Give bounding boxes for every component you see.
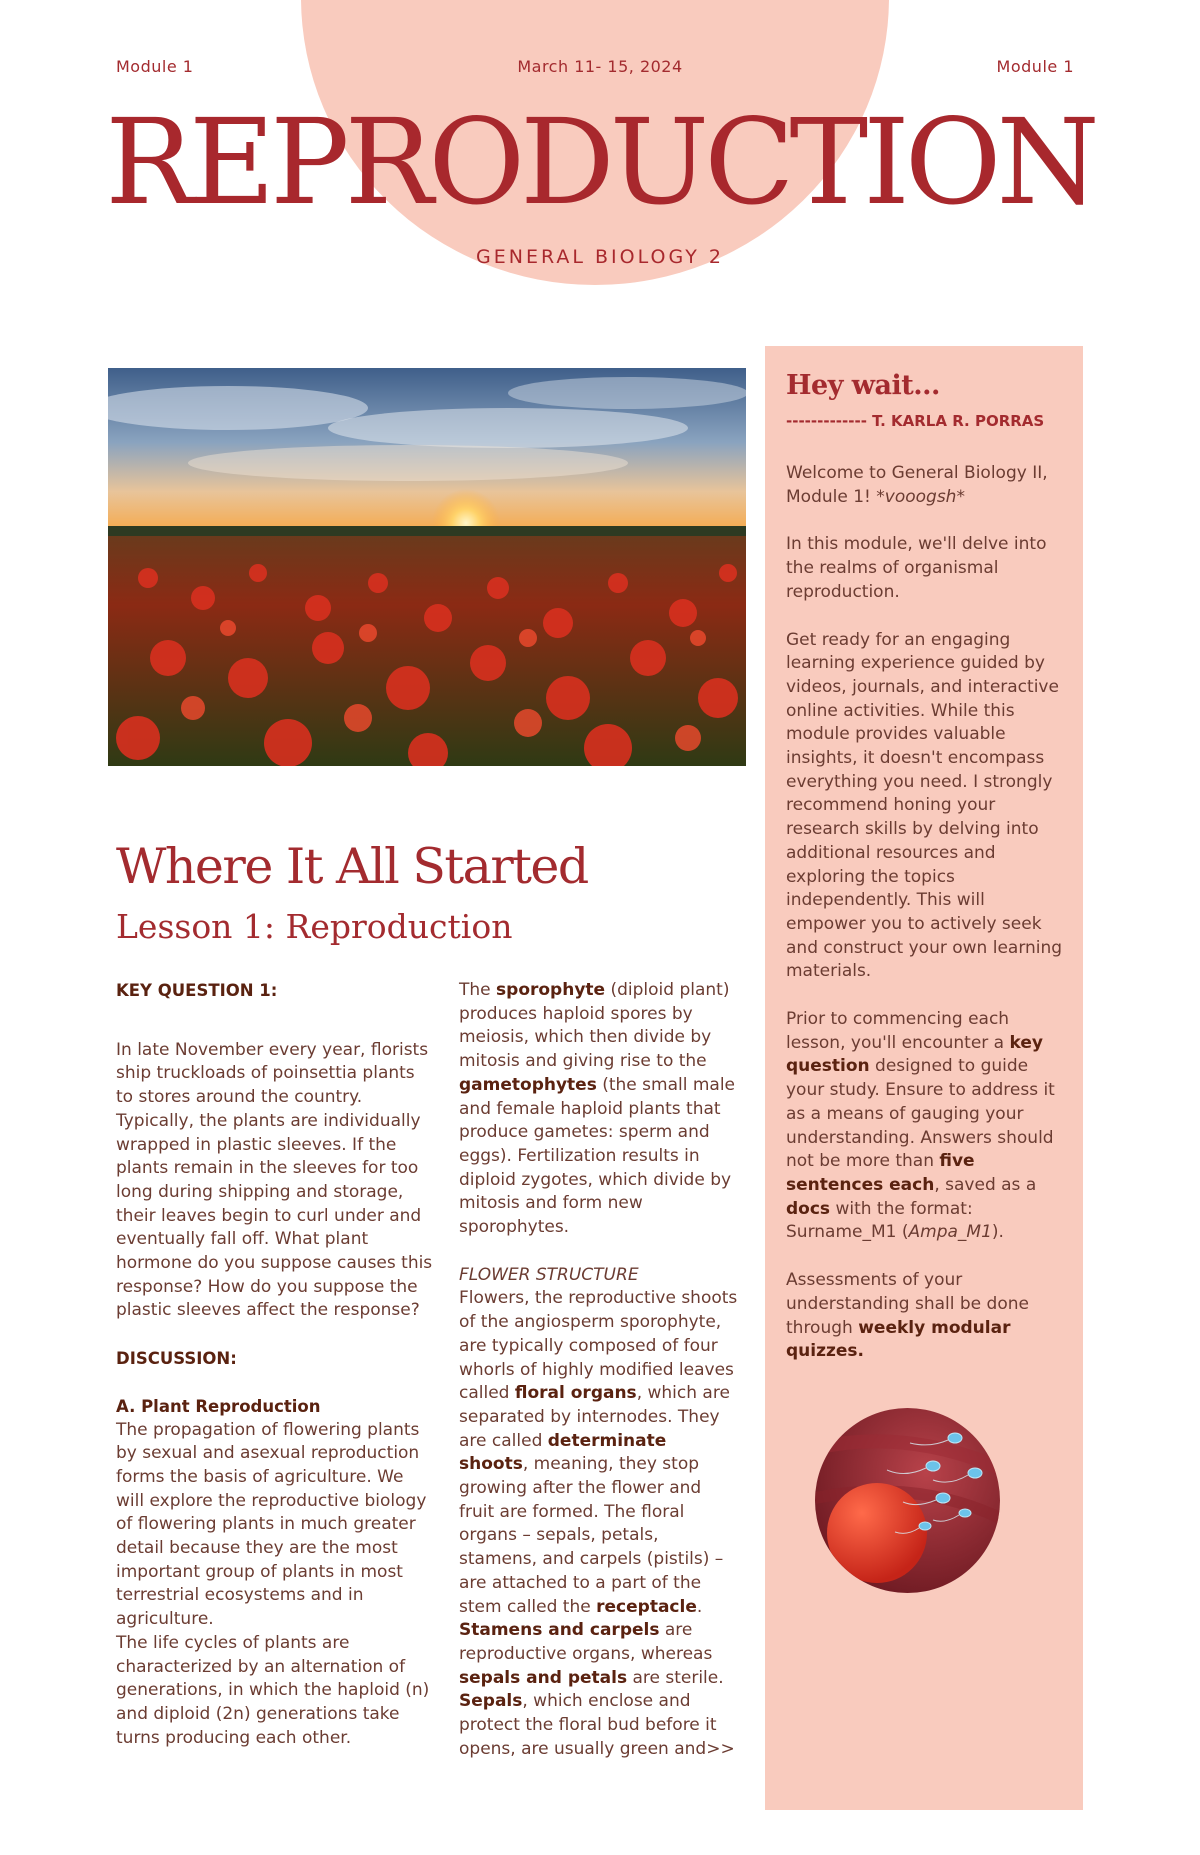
- flower-structure-paragraph: Flowers, the reproductive shoots of the angiosperm sporophyte, are typically composed of four whorls of highly modified leaves called floral organs, which are separated by internodes. They are called determinate shoots, meaning, they stop growing after the flower and fruit are formed. The floral organs – sepals, petals, stamens, and carpels (pistils) – are attached to a part of the stem called the receptacle. Stamens and carpels are reproductive organs, whereas sepals and petals are sterile. Sepals, which enclose and protect the floral bud before it opens, are usually green and>>: [459, 1288, 738, 1759]
- key-question-text: In late November every year, florists ship truckloads of poinsettia plants to stores around the country. Typically, the plants are individually wrapped in plastic sleeves. If the plants remain in the sleeves for too long during shipping and storage, their leaves begin to curl under and eventually fall off. What plant hormone do you suppose causes this response? How do you suppose the plastic sleeves affect the response?: [116, 1039, 433, 1321]
- sidebar-panel: [765, 346, 1083, 1810]
- poppy-field-photo: [108, 368, 746, 766]
- section-title: Where It All Started: [116, 838, 588, 895]
- plant-reproduction-paragraph-1: The propagation of flowering plants by sexual and asexual reproduction forms the basis of agriculture. We will explore the reproductive biology of flowering plants in much greater detail because they are the most important group of plants in most terrestrial ecosystems and in agriculture.: [116, 1419, 427, 1630]
- sidebar-author: ------------- T. KARLA R. PORRAS: [786, 412, 1045, 430]
- middle-column: [459, 979, 739, 1762]
- sidebar-body: [786, 462, 1066, 1388]
- module-label-right: Module 1: [996, 57, 1074, 76]
- sidebar-title: Hey wait...: [786, 370, 940, 401]
- assessment-paragraph: Assessments of your understanding shall be done through weekly modular quizzes.: [786, 1270, 1029, 1362]
- plant-reproduction-heading: A. Plant Reproduction: [116, 1396, 321, 1416]
- intro-paragraph: In this module, we'll delve into the realms of organismal reproduction.: [786, 534, 1047, 602]
- flower-structure-heading: FLOWER STRUCTURE: [459, 1264, 639, 1285]
- welcome-paragraph: Welcome to General Biology II, Module 1! *vooogsh*: [786, 463, 1048, 507]
- key-question-instructions: Prior to commencing each lesson, you'll encounter a key question designed to guide your study. Ensure to address it as a means of gauging your understanding. Answers should not be more than five sentences each, saved as a docs with the format: Surname_M1 (Ampa_M1).: [786, 1009, 1055, 1243]
- plant-reproduction-paragraph-2: The life cycles of plants are characterized by an alternation of generations, in which the haploid (n) and diploid (2n) generations take turns producing each other.: [116, 1632, 430, 1748]
- left-column: [116, 979, 434, 1750]
- masthead-title: REPRODUCTION: [105, 93, 1095, 231]
- lesson-title: Lesson 1: Reproduction: [116, 907, 513, 946]
- discussion-label: DISCUSSION:: [116, 1349, 237, 1369]
- sperm-egg-illustration: [815, 1408, 1000, 1593]
- date-range: March 11- 15, 2024: [517, 57, 683, 76]
- course-subtitle: GENERAL BIOLOGY 2: [476, 246, 724, 268]
- key-question-label: KEY QUESTION 1:: [116, 981, 278, 1000]
- module-label-left: Module 1: [116, 57, 194, 76]
- learning-paragraph: Get ready for an engaging learning experience guided by videos, journals, and interactive online activities. While this module provides valuable insights, it doesn't encompass everything you need. I strongly recommend honing your research skills by delving into additional resources and exploring the topics independently. This will empower you to actively seek and construct your own learning materials.: [786, 629, 1063, 982]
- sporophyte-paragraph: The sporophyte (diploid plant) produces haploid spores by meiosis, which then divide by mitosis and giving rise to the gametophytes (the small male and female haploid plants that produce gametes: sperm and eggs). Fertilization results in diploid zygotes, which divide by mitosis and form new sporophytes.: [459, 980, 736, 1238]
